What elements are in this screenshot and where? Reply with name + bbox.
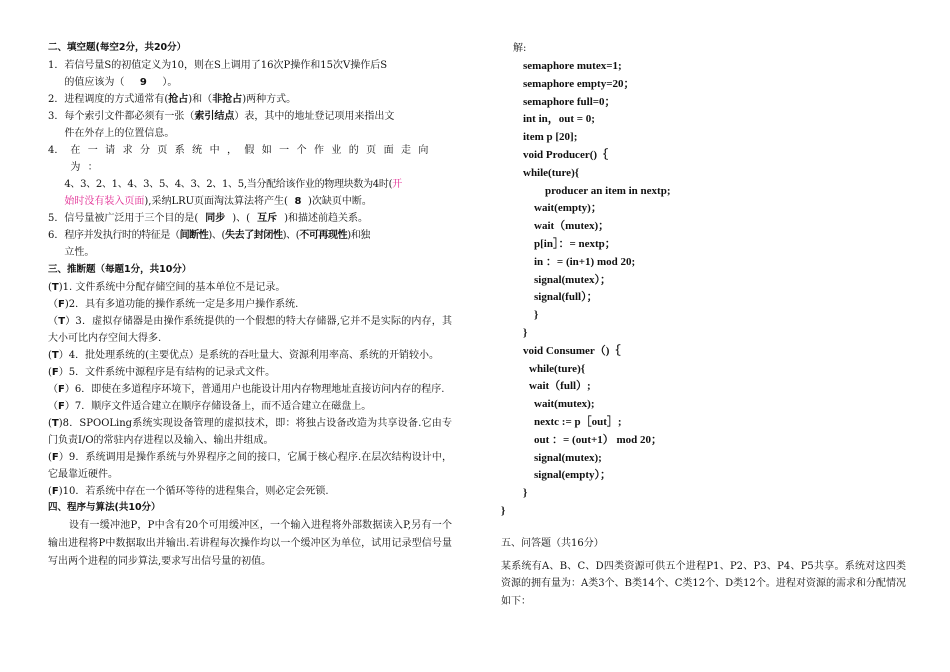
tf-text: 虚拟存储器是由操作系统提供的一个假想的特大存储器,它并不是实际的内存，其大小可比内存空间大得多.: [48, 316, 452, 344]
fill-5-answer-1: 同步: [205, 213, 226, 224]
fill-2-text-c: )两种方式。: [242, 94, 297, 105]
tf-paren: (: [48, 282, 52, 293]
code-line: }: [523, 326, 528, 339]
code-line: wait（mutex)；: [534, 220, 610, 233]
item-number: 6．: [48, 230, 65, 241]
fill-5-answer-2: 互斥: [257, 213, 278, 224]
fill-4-text-c: ),采纳LRU页面淘汰算法将产生(: [144, 196, 288, 207]
code-line: semaphore empty=20；: [523, 77, 635, 90]
solution-label: 解:: [513, 43, 527, 54]
code-line: semaphore full=0；: [523, 95, 616, 108]
tf-text: 批处理系统的(主要优点）是系统的吞吐量大、资源利用率高、系统的开销较小。: [85, 350, 440, 361]
fill-4-text-d: )次缺页中断。: [307, 196, 372, 207]
tf-paren: (: [48, 367, 52, 378]
fill-item-5: [48, 210, 452, 227]
tf-text: 顺序文件适合建立在顺序存储设备上，而不适合建立在磁盘上。: [91, 401, 372, 412]
tf-text: SPOOLing系统实现设备管理的虚拟技术，即：将独占设备改造为共享设备.它由专门负责I/O的常驻内存进程以及输入、输出井组成。: [48, 418, 452, 446]
fill-6-answer-3: 不可再现性: [299, 230, 348, 241]
section-4-title: 四、程序与算法(共10分）: [48, 502, 161, 513]
tf-answer: F: [58, 299, 65, 310]
code-line: signal(mutex）；: [534, 273, 611, 286]
code-line: }: [501, 504, 506, 517]
tf-text: 若系统中存在一个循环等待的进程集合，则必定会死锁.: [85, 486, 329, 497]
tf-number: ）7．: [64, 401, 92, 412]
tf-item-1: [48, 279, 452, 296]
code-line: wait（full）;: [529, 380, 591, 393]
fill-item-6: [48, 227, 452, 261]
fill-1-text-c: ）。: [162, 77, 178, 88]
section-3-title: 三、推断题（每题1分，共10分）: [48, 264, 192, 275]
fill-6-text-c: 立性。: [64, 247, 95, 258]
code-line: semaphore mutex=1;: [523, 60, 622, 72]
fill-4-line-a: 在一请求分页系统中，假如一个作业的页面走向为：: [70, 145, 436, 173]
tf-text: 系统调用是操作系统与外界程序之间的接口，它属于核心程序.在层次结构设计中，它最靠近硬件。: [48, 452, 452, 480]
section-2-title: 二、填空题(每空2分，共20分）: [48, 42, 187, 53]
fill-4-answer: 8: [294, 196, 302, 207]
tf-item-7: [48, 398, 452, 415]
tf-number: )10．: [58, 486, 86, 497]
section-5-text: 某系统有A、B、C、D四类资源可供五个进程P1、P2、P3、P4、P5共享。系统对这四类资源的拥有量为：A类3个、B类14个、C类12个、D类12个。进程对资源的需求和分配情况如下：: [501, 560, 906, 607]
tf-item-9: [48, 449, 452, 483]
tf-answer: F: [58, 401, 65, 412]
tf-answer: F: [51, 452, 59, 463]
tf-item-8: [48, 415, 452, 449]
fill-6-answer-1: 间断性: [179, 230, 209, 241]
code-line: signal(empty）；: [534, 469, 611, 482]
fill-3-text-a: 每个索引文件都必须有一张（: [64, 111, 195, 122]
fill-4-text-b: 4、3、2、1、4、3、5、4、3、2、1、5,当分配给该作业的物理块数为4时(: [64, 179, 393, 190]
fill-2-answer-2: 非抢占: [212, 94, 243, 105]
tf-paren: （: [48, 384, 58, 395]
item-number: 2．: [48, 94, 65, 105]
fill-6-answer-2: 失去了封闭性: [225, 230, 283, 241]
code-line: wait(empty)；: [534, 202, 602, 215]
code-line: signal(mutex);: [534, 451, 602, 464]
fill-item-4: [48, 142, 452, 210]
tf-item-5: [48, 364, 452, 381]
section-5-title: 五、问答题（共16分）: [501, 537, 604, 549]
tf-answer: F: [58, 384, 65, 395]
right-column: [501, 40, 906, 610]
fill-4-pink-1: 开: [392, 179, 402, 190]
fill-1-answer: 9: [139, 77, 147, 88]
fill-item-1: [48, 57, 452, 91]
tf-item-2: [48, 296, 452, 313]
tf-number: ）4．: [58, 350, 86, 361]
fill-1-line-a: 若信号量S的初值定义为10，则在S上调用了16次P操作和15次V操作后S: [64, 60, 388, 71]
code-line: }: [523, 487, 528, 500]
code-line: while(ture){: [523, 166, 580, 179]
fill-3-text-b: ）表，其中的地址登记项用来指出文: [234, 111, 395, 122]
item-number: 4．: [48, 145, 65, 156]
fill-2-text-a: 进程调度的方式通常有(: [64, 94, 169, 105]
code-line: while(ture){: [529, 362, 586, 375]
code-line: }: [534, 309, 539, 322]
fill-5-text-a: 信号量被广泛用于三个目的是(: [64, 213, 199, 224]
tf-paren: （: [48, 299, 58, 310]
tf-number: ）9．: [58, 452, 86, 463]
code-line: nextc := p［out］;: [534, 415, 622, 428]
tf-answer: T: [51, 418, 59, 429]
fill-6-text-b: )和独: [347, 230, 370, 241]
section-4-text: 设有一缓冲池P，P中含有20个可用缓冲区，一个输入进程将外部数据读入P,另有一个输出进程将P中数据取出并输出.若讲程每次操作均以一个缓冲区为单位，试用记录型信号量写出两个进程的同步算法,要求写出信号量的初值。: [48, 520, 452, 567]
tf-answer: F: [51, 486, 59, 497]
tf-number: ）5．: [58, 367, 86, 378]
fill-1-text-b: 的值应该为（: [64, 77, 125, 88]
tf-answer: T: [58, 316, 66, 327]
code-line: item p [20];: [523, 131, 578, 144]
tf-paren: (: [48, 486, 52, 497]
tf-text: 即使在多道程序环境下，普通用户也能设计用内存物理地址直接访问内存的程序.: [91, 384, 445, 395]
fill-item-3: [48, 108, 452, 142]
code-line: signal(full）；: [534, 291, 598, 304]
fill-6-text-m2: )、(: [282, 230, 300, 241]
fill-6-text-m1: )、(: [208, 230, 225, 241]
tf-paren: (: [48, 452, 52, 463]
item-number: 3．: [48, 111, 65, 122]
fill-6-text-a: 程序并发执行时的特征是（: [64, 230, 180, 241]
code-line: int in，out = 0;: [523, 113, 595, 126]
code-line: void Consumer（)｛: [523, 344, 621, 357]
tf-paren: (: [48, 418, 52, 429]
tf-paren: （: [48, 401, 58, 412]
code-line: in ：= (in+1) mod 20;: [534, 255, 636, 268]
fill-item-2: [48, 91, 452, 108]
fill-5-text-c: )和描述前趋关系。: [284, 213, 368, 224]
fill-2-answer-1: 抢占: [168, 94, 189, 105]
tf-text: 具有多道功能的操作系统一定是多用户操作系统.: [85, 299, 299, 310]
tf-item-3: [48, 313, 452, 347]
code-line: wait(mutex);: [534, 398, 595, 411]
fill-2-text-m: )和（: [188, 94, 213, 105]
fill-3-answer: 索引结点: [194, 111, 235, 122]
code-line: producer an item in nextp;: [545, 184, 671, 197]
left-column: [48, 40, 452, 571]
tf-item-10: [48, 483, 452, 500]
tf-text: 文件系统中分配存储空间的基本单位不是记录。: [75, 282, 286, 293]
code-line: p[in］：= nextp；: [534, 237, 616, 250]
tf-text: 文件系统中源程序是有结构的记录式文件。: [85, 367, 276, 378]
tf-answer: T: [51, 282, 59, 293]
tf-item-4: [48, 347, 452, 364]
item-number: 1．: [48, 60, 65, 71]
fill-5-text-m: )、(: [232, 213, 251, 224]
item-number: 5．: [48, 213, 65, 224]
tf-number: )1.: [58, 282, 73, 293]
tf-item-6: [48, 381, 452, 398]
tf-number: )8．: [58, 418, 80, 429]
code-line: out ：= (out+1） mod 20；: [534, 433, 663, 446]
tf-paren: (: [48, 350, 52, 361]
tf-number: )2．: [64, 299, 86, 310]
fill-3-text-c: 件在外存上的位置信息。: [64, 128, 175, 139]
tf-number: ）3．: [65, 316, 93, 327]
code-line: void Producer()｛: [523, 148, 609, 161]
fill-4-pink-2: 始时没有装入页面: [64, 196, 145, 207]
tf-answer: T: [51, 350, 59, 361]
tf-answer: F: [51, 367, 59, 378]
tf-paren: （: [48, 316, 59, 327]
tf-number: ）6．: [64, 384, 92, 395]
